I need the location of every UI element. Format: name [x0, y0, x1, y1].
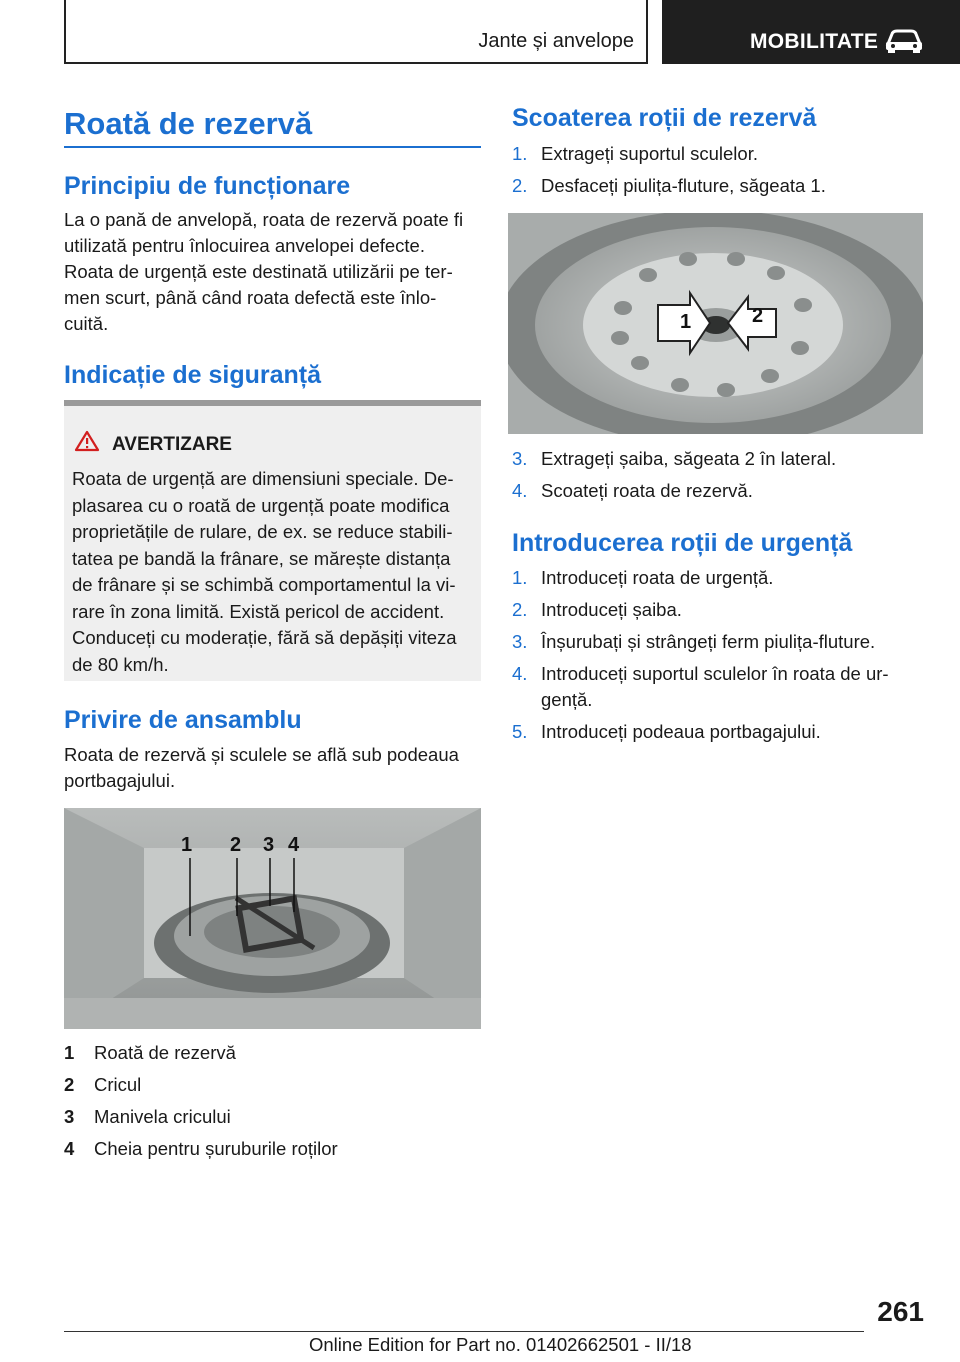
principle-paragraph [64, 207, 481, 337]
step-line: Introduceți podeaua portbagajului. [541, 721, 821, 742]
warning-title: AVERTIZARE [112, 434, 232, 455]
warning-line: proprietățile de rulare, de ex. se reduce stabili- [72, 521, 453, 542]
overview-paragraph [64, 742, 481, 794]
wheel-illustration [508, 213, 923, 434]
step-line: Extrageți suportul sculelor. [541, 143, 758, 164]
step-line: Extrageți șaiba, săgeata 2 în lateral. [541, 448, 837, 469]
paragraph-line: Roata de rezervă și sculele se află sub podeaua [64, 744, 459, 765]
overview-heading: Privire de ansamblu [64, 706, 302, 734]
step-number: 2. [512, 599, 528, 620]
step-line: Înșurubați și strângeți ferm piulița-fluture. [541, 631, 876, 652]
title-rule [64, 146, 481, 148]
safety-heading: Indicație de siguranță [64, 361, 322, 389]
trunk-spare-wheel-figure [64, 808, 481, 1029]
step-number: 5. [512, 721, 528, 742]
warning-line: Conduceți cu moderație, fără să depășiți viteza [72, 627, 457, 648]
legend-text: Manivela cricului [94, 1106, 231, 1127]
step-line: Introduceți suportul sculelor în roata de ur- [541, 663, 889, 684]
figure-label: 2 [230, 834, 242, 856]
legend-text: Roată de rezervă [94, 1042, 236, 1063]
step-number: 3. [512, 631, 528, 652]
figure-label: 1 [181, 834, 193, 856]
step-line: Introduceți roata de urgență. [541, 567, 774, 588]
step-number: 4. [512, 663, 528, 684]
step-number: 2. [512, 175, 528, 196]
paragraph-line: La o pană de anvelopă, roata de rezervă poate fi [64, 209, 464, 230]
legend-text: Cheia pentru șuruburile roților [94, 1138, 338, 1159]
legend-text: Cricul [94, 1074, 142, 1095]
wheel-closeup-figure [508, 213, 923, 434]
remove-heading: Scoaterea roții de rezervă [512, 104, 817, 132]
paragraph-line: Roata de urgență este destinată utilizării pe ter- [64, 261, 453, 282]
paragraph-line: men scurt, până când roata defectă este înlo- [64, 287, 437, 308]
car-icon [884, 28, 924, 54]
figure-label: 3 [263, 834, 275, 856]
step-line: gență. [541, 689, 593, 710]
step-text [541, 141, 926, 167]
step-line: Introduceți șaiba. [541, 599, 682, 620]
step-text [541, 719, 926, 745]
figure-label: 2 [752, 305, 764, 327]
step-number: 1. [512, 567, 528, 588]
header-section-title: Jante și anvelope [478, 30, 634, 52]
warning-line: rare în zona limită. Există pericol de accident. [72, 600, 445, 622]
step-text [541, 597, 926, 623]
figure-label: 4 [288, 834, 300, 856]
page-title: Roată de rezervă [64, 106, 313, 141]
legend-number: 2 [64, 1074, 75, 1095]
warning-line: de 80 km/h. [72, 653, 169, 675]
step-line: Desfaceți piulița-fluture, săgeata 1. [541, 175, 826, 196]
step-text [541, 629, 926, 655]
legend-number: 1 [64, 1042, 75, 1063]
step-text [541, 173, 926, 199]
warning-line: plasarea cu o roată de urgență poate modifica [72, 494, 450, 516]
insert-heading: Introducerea roții de urgență [512, 529, 853, 557]
footer-rule [64, 1331, 864, 1332]
step-number: 1. [512, 143, 528, 164]
header-section-box [64, 0, 648, 64]
principle-heading: Principiu de funcționare [64, 172, 351, 200]
warning-triangle-icon [74, 430, 100, 452]
header-chapter-title: MOBILITATE [750, 30, 879, 53]
step-text [541, 661, 926, 713]
legend-number: 3 [64, 1106, 75, 1127]
legend-number: 4 [64, 1138, 75, 1159]
step-line: Scoateți roata de rezervă. [541, 480, 753, 501]
warning-line: tatea pe bandă la frânare, se mărește distanța [72, 547, 451, 569]
warning-box [64, 400, 481, 681]
step-number: 4. [512, 480, 528, 501]
header-chapter-box [662, 0, 960, 64]
figure-label: 1 [680, 311, 692, 333]
footer-edition: Online Edition for Part no. 01402662501 - II/18 [309, 1334, 692, 1355]
paragraph-line: cuită. [64, 313, 109, 334]
page-number: 261 [877, 1296, 924, 1327]
step-number: 3. [512, 448, 528, 469]
paragraph-line: portbagajului. [64, 770, 176, 791]
step-text [541, 446, 926, 472]
warning-line: Roata de urgență are dimensiuni speciale. De- [72, 468, 454, 489]
paragraph-line: utilizată pentru înlocuirea anvelopei defecte. [64, 235, 425, 256]
step-text [541, 565, 926, 591]
step-text [541, 478, 926, 504]
warning-line: de frânare și se schimbă comportamentul la vi- [72, 574, 456, 595]
warning-text [72, 466, 472, 678]
